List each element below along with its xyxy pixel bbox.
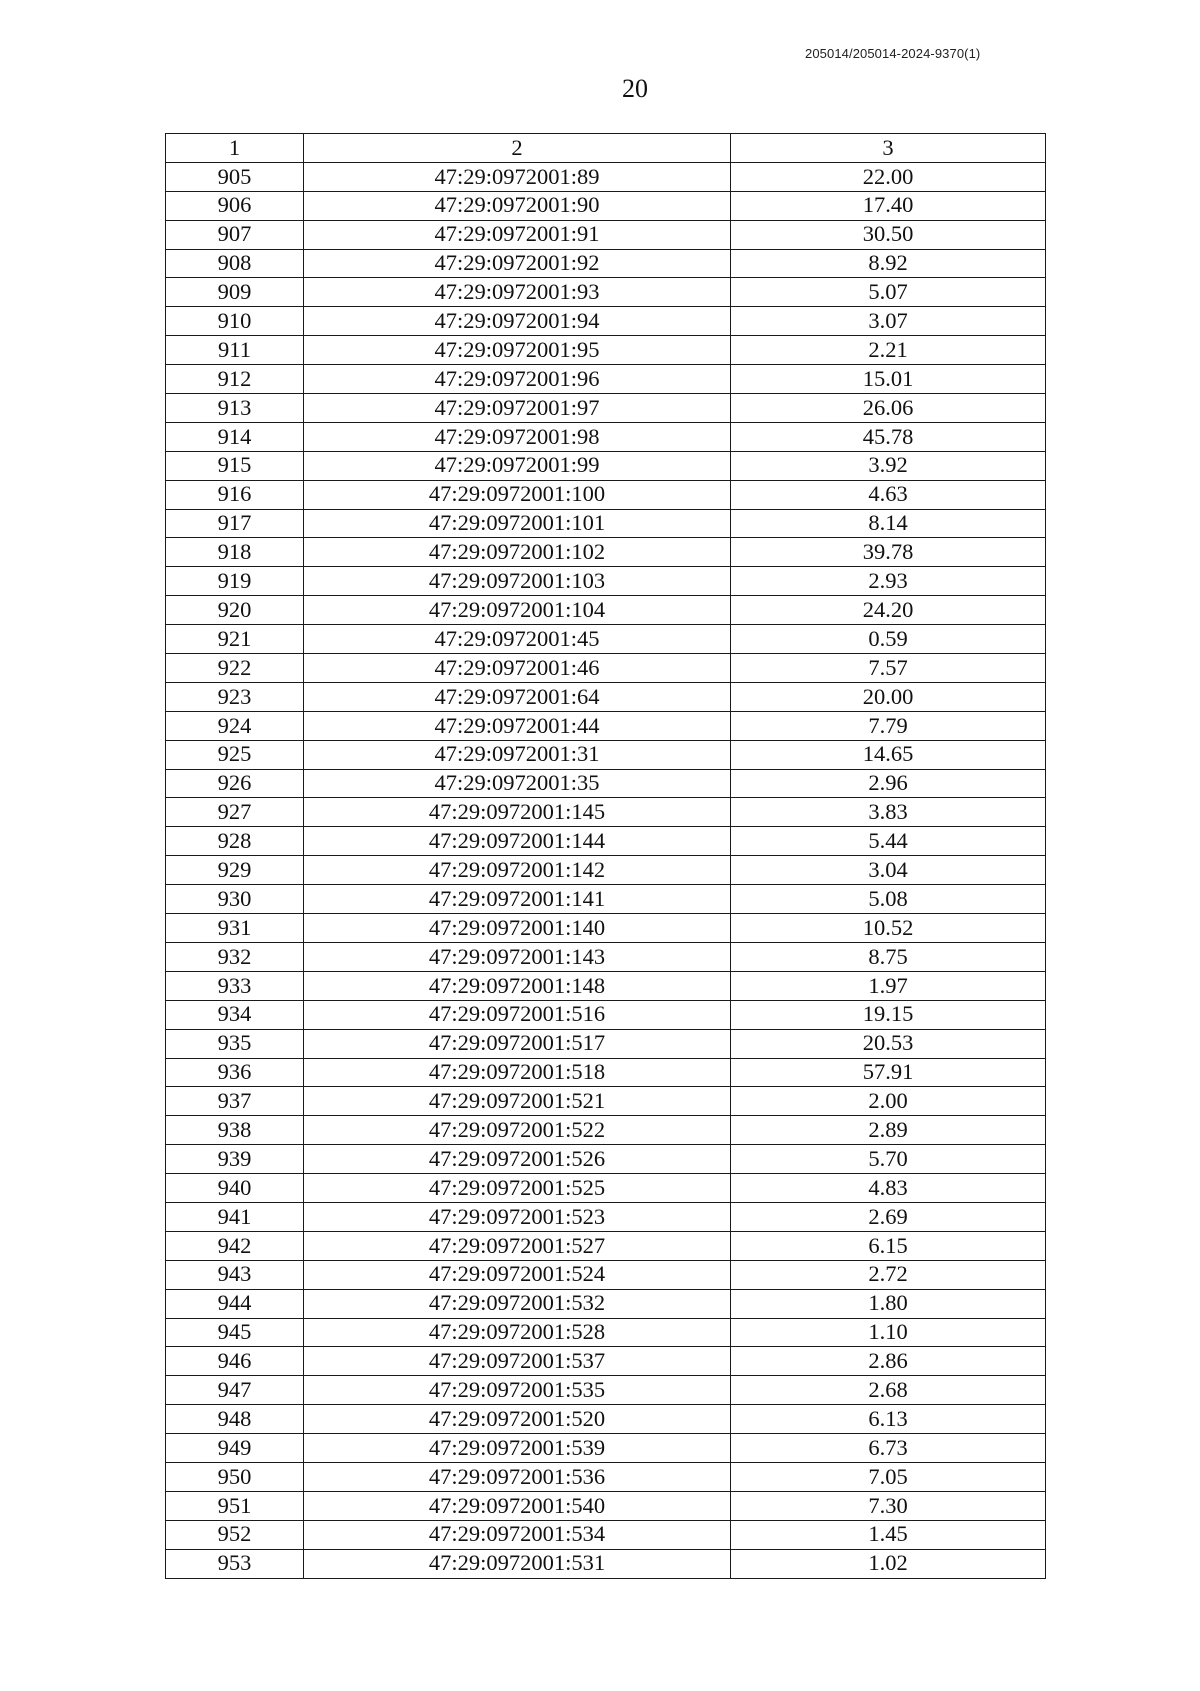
table-row: [166, 1405, 1046, 1434]
table-row: [166, 1462, 1046, 1491]
row-number-cell: 941: [166, 1202, 304, 1231]
row-number-cell: 936: [166, 1058, 304, 1087]
table-row: [166, 769, 1046, 798]
parcel-table: [165, 133, 1046, 1579]
row-number-cell: 933: [166, 971, 304, 1000]
cadastral-number-cell: 47:29:0972001:535: [304, 1376, 731, 1405]
cadastral-number-cell: 47:29:0972001:31: [304, 740, 731, 769]
area-value-cell: 7.79: [731, 711, 1046, 740]
table-body: [166, 162, 1046, 1578]
table-row: [166, 1058, 1046, 1087]
area-value-cell: 6.13: [731, 1405, 1046, 1434]
column-header-1: 1: [166, 134, 304, 163]
cadastral-number-cell: 47:29:0972001:527: [304, 1231, 731, 1260]
row-number-cell: 948: [166, 1405, 304, 1434]
area-value-cell: 57.91: [731, 1058, 1046, 1087]
row-number-cell: 931: [166, 914, 304, 943]
area-value-cell: 7.30: [731, 1491, 1046, 1520]
row-number-cell: 923: [166, 682, 304, 711]
cadastral-number-cell: 47:29:0972001:521: [304, 1087, 731, 1116]
row-number-cell: 944: [166, 1289, 304, 1318]
table-row: [166, 596, 1046, 625]
table-row: [166, 538, 1046, 567]
table-row: [166, 1520, 1046, 1549]
row-number-cell: 937: [166, 1087, 304, 1116]
area-value-cell: 6.15: [731, 1231, 1046, 1260]
column-header-2: 2: [304, 134, 731, 163]
area-value-cell: 19.15: [731, 1000, 1046, 1029]
cadastral-number-cell: 47:29:0972001:95: [304, 336, 731, 365]
area-value-cell: 2.21: [731, 336, 1046, 365]
cadastral-number-cell: 47:29:0972001:64: [304, 682, 731, 711]
area-value-cell: 1.02: [731, 1549, 1046, 1578]
table-row: [166, 1174, 1046, 1203]
row-number-cell: 925: [166, 740, 304, 769]
area-value-cell: 3.04: [731, 856, 1046, 885]
row-number-cell: 943: [166, 1260, 304, 1289]
row-number-cell: 920: [166, 596, 304, 625]
cadastral-number-cell: 47:29:0972001:525: [304, 1174, 731, 1203]
cadastral-number-cell: 47:29:0972001:522: [304, 1116, 731, 1145]
area-value-cell: 4.83: [731, 1174, 1046, 1203]
cadastral-number-cell: 47:29:0972001:101: [304, 509, 731, 538]
table-header: [166, 134, 1046, 163]
area-value-cell: 5.44: [731, 827, 1046, 856]
row-number-cell: 935: [166, 1029, 304, 1058]
row-number-cell: 910: [166, 307, 304, 336]
area-value-cell: 2.86: [731, 1347, 1046, 1376]
table-row: [166, 971, 1046, 1000]
area-value-cell: 8.92: [731, 249, 1046, 278]
table-row: [166, 1000, 1046, 1029]
cadastral-number-cell: 47:29:0972001:99: [304, 451, 731, 480]
cadastral-number-cell: 47:29:0972001:534: [304, 1520, 731, 1549]
cadastral-number-cell: 47:29:0972001:516: [304, 1000, 731, 1029]
area-value-cell: 20.53: [731, 1029, 1046, 1058]
cadastral-number-cell: 47:29:0972001:46: [304, 654, 731, 683]
table-row: [166, 422, 1046, 451]
area-value-cell: 8.14: [731, 509, 1046, 538]
cadastral-number-cell: 47:29:0972001:517: [304, 1029, 731, 1058]
row-number-cell: 938: [166, 1116, 304, 1145]
row-number-cell: 912: [166, 365, 304, 394]
cadastral-number-cell: 47:29:0972001:537: [304, 1347, 731, 1376]
table-row: [166, 1434, 1046, 1463]
area-value-cell: 17.40: [731, 191, 1046, 220]
cadastral-number-cell: 47:29:0972001:145: [304, 798, 731, 827]
table-row: [166, 220, 1046, 249]
area-value-cell: 5.07: [731, 278, 1046, 307]
row-number-cell: 946: [166, 1347, 304, 1376]
area-value-cell: 24.20: [731, 596, 1046, 625]
row-number-cell: 951: [166, 1491, 304, 1520]
table-row: [166, 191, 1046, 220]
row-number-cell: 929: [166, 856, 304, 885]
cadastral-number-cell: 47:29:0972001:536: [304, 1462, 731, 1491]
table-row: [166, 942, 1046, 971]
area-value-cell: 1.80: [731, 1289, 1046, 1318]
area-value-cell: 5.08: [731, 885, 1046, 914]
cadastral-number-cell: 47:29:0972001:539: [304, 1434, 731, 1463]
area-value-cell: 2.00: [731, 1087, 1046, 1116]
table-row: [166, 1029, 1046, 1058]
area-value-cell: 3.07: [731, 307, 1046, 336]
table-row: [166, 1289, 1046, 1318]
area-value-cell: 10.52: [731, 914, 1046, 943]
row-number-cell: 906: [166, 191, 304, 220]
cadastral-number-cell: 47:29:0972001:44: [304, 711, 731, 740]
cadastral-number-cell: 47:29:0972001:96: [304, 365, 731, 394]
area-value-cell: 2.72: [731, 1260, 1046, 1289]
table-row: [166, 1549, 1046, 1578]
area-value-cell: 8.75: [731, 942, 1046, 971]
table-row: [166, 1376, 1046, 1405]
row-number-cell: 921: [166, 625, 304, 654]
row-number-cell: 940: [166, 1174, 304, 1203]
table-row: [166, 798, 1046, 827]
area-value-cell: 2.93: [731, 567, 1046, 596]
row-number-cell: 907: [166, 220, 304, 249]
table-row: [166, 1318, 1046, 1347]
cadastral-number-cell: 47:29:0972001:93: [304, 278, 731, 307]
area-value-cell: 22.00: [731, 162, 1046, 191]
area-value-cell: 15.01: [731, 365, 1046, 394]
area-value-cell: 0.59: [731, 625, 1046, 654]
cadastral-number-cell: 47:29:0972001:143: [304, 942, 731, 971]
table-row: [166, 451, 1046, 480]
row-number-cell: 905: [166, 162, 304, 191]
row-number-cell: 952: [166, 1520, 304, 1549]
row-number-cell: 930: [166, 885, 304, 914]
cadastral-number-cell: 47:29:0972001:90: [304, 191, 731, 220]
area-value-cell: 2.89: [731, 1116, 1046, 1145]
row-number-cell: 927: [166, 798, 304, 827]
row-number-cell: 908: [166, 249, 304, 278]
area-value-cell: 20.00: [731, 682, 1046, 711]
cadastral-number-cell: 47:29:0972001:140: [304, 914, 731, 943]
row-number-cell: 947: [166, 1376, 304, 1405]
area-value-cell: 30.50: [731, 220, 1046, 249]
cadastral-number-cell: 47:29:0972001:141: [304, 885, 731, 914]
cadastral-number-cell: 47:29:0972001:523: [304, 1202, 731, 1231]
table-row: [166, 509, 1046, 538]
column-header-3: 3: [731, 134, 1046, 163]
row-number-cell: 932: [166, 942, 304, 971]
table-row: [166, 365, 1046, 394]
table-row: [166, 1491, 1046, 1520]
area-value-cell: 7.05: [731, 1462, 1046, 1491]
page-number: 20: [622, 74, 648, 103]
table-row: [166, 480, 1046, 509]
row-number-cell: 922: [166, 654, 304, 683]
table-row: [166, 249, 1046, 278]
cadastral-number-cell: 47:29:0972001:100: [304, 480, 731, 509]
cadastral-number-cell: 47:29:0972001:531: [304, 1549, 731, 1578]
table-row: [166, 278, 1046, 307]
table-row: [166, 885, 1046, 914]
cadastral-number-cell: 47:29:0972001:142: [304, 856, 731, 885]
area-value-cell: 26.06: [731, 394, 1046, 423]
cadastral-number-cell: 47:29:0972001:92: [304, 249, 731, 278]
row-number-cell: 913: [166, 394, 304, 423]
table-row: [166, 1202, 1046, 1231]
cadastral-number-cell: 47:29:0972001:103: [304, 567, 731, 596]
table-row: [166, 625, 1046, 654]
row-number-cell: 949: [166, 1434, 304, 1463]
row-number-cell: 919: [166, 567, 304, 596]
cadastral-number-cell: 47:29:0972001:518: [304, 1058, 731, 1087]
row-number-cell: 909: [166, 278, 304, 307]
cadastral-number-cell: 47:29:0972001:45: [304, 625, 731, 654]
cadastral-number-cell: 47:29:0972001:520: [304, 1405, 731, 1434]
row-number-cell: 917: [166, 509, 304, 538]
row-number-cell: 945: [166, 1318, 304, 1347]
row-number-cell: 928: [166, 827, 304, 856]
area-value-cell: 14.65: [731, 740, 1046, 769]
table-row: [166, 1116, 1046, 1145]
table-row: [166, 1231, 1046, 1260]
table-row: [166, 336, 1046, 365]
row-number-cell: 915: [166, 451, 304, 480]
area-value-cell: 6.73: [731, 1434, 1046, 1463]
header-row: [166, 134, 1046, 163]
area-value-cell: 2.96: [731, 769, 1046, 798]
area-value-cell: 7.57: [731, 654, 1046, 683]
cadastral-number-cell: 47:29:0972001:532: [304, 1289, 731, 1318]
cadastral-number-cell: 47:29:0972001:94: [304, 307, 731, 336]
cadastral-number-cell: 47:29:0972001:524: [304, 1260, 731, 1289]
area-value-cell: 1.45: [731, 1520, 1046, 1549]
cadastral-number-cell: 47:29:0972001:526: [304, 1145, 731, 1174]
area-value-cell: 2.68: [731, 1376, 1046, 1405]
table-row: [166, 856, 1046, 885]
row-number-cell: 918: [166, 538, 304, 567]
row-number-cell: 934: [166, 1000, 304, 1029]
area-value-cell: 2.69: [731, 1202, 1046, 1231]
table-row: [166, 1347, 1046, 1376]
table-row: [166, 827, 1046, 856]
table-row: [166, 567, 1046, 596]
cadastral-number-cell: 47:29:0972001:97: [304, 394, 731, 423]
document-id: 205014/205014-2024-9370(1): [805, 46, 981, 61]
table-row: [166, 1087, 1046, 1116]
cadastral-number-cell: 47:29:0972001:89: [304, 162, 731, 191]
cadastral-number-cell: 47:29:0972001:91: [304, 220, 731, 249]
table-row: [166, 307, 1046, 336]
cadastral-number-cell: 47:29:0972001:104: [304, 596, 731, 625]
area-value-cell: 1.10: [731, 1318, 1046, 1347]
cadastral-number-cell: 47:29:0972001:98: [304, 422, 731, 451]
row-number-cell: 953: [166, 1549, 304, 1578]
area-value-cell: 1.97: [731, 971, 1046, 1000]
row-number-cell: 911: [166, 336, 304, 365]
table-row: [166, 914, 1046, 943]
row-number-cell: 939: [166, 1145, 304, 1174]
area-value-cell: 5.70: [731, 1145, 1046, 1174]
area-value-cell: 3.92: [731, 451, 1046, 480]
row-number-cell: 950: [166, 1462, 304, 1491]
row-number-cell: 926: [166, 769, 304, 798]
table-row: [166, 1260, 1046, 1289]
row-number-cell: 924: [166, 711, 304, 740]
cadastral-number-cell: 47:29:0972001:528: [304, 1318, 731, 1347]
table-row: [166, 654, 1046, 683]
area-value-cell: 39.78: [731, 538, 1046, 567]
area-value-cell: 3.83: [731, 798, 1046, 827]
cadastral-number-cell: 47:29:0972001:102: [304, 538, 731, 567]
area-value-cell: 45.78: [731, 422, 1046, 451]
cadastral-number-cell: 47:29:0972001:144: [304, 827, 731, 856]
table-row: [166, 394, 1046, 423]
table-row: [166, 682, 1046, 711]
row-number-cell: 942: [166, 1231, 304, 1260]
area-value-cell: 4.63: [731, 480, 1046, 509]
table-row: [166, 162, 1046, 191]
cadastral-number-cell: 47:29:0972001:148: [304, 971, 731, 1000]
table-row: [166, 1145, 1046, 1174]
table-row: [166, 740, 1046, 769]
cadastral-number-cell: 47:29:0972001:35: [304, 769, 731, 798]
table-row: [166, 711, 1046, 740]
row-number-cell: 916: [166, 480, 304, 509]
cadastral-number-cell: 47:29:0972001:540: [304, 1491, 731, 1520]
row-number-cell: 914: [166, 422, 304, 451]
